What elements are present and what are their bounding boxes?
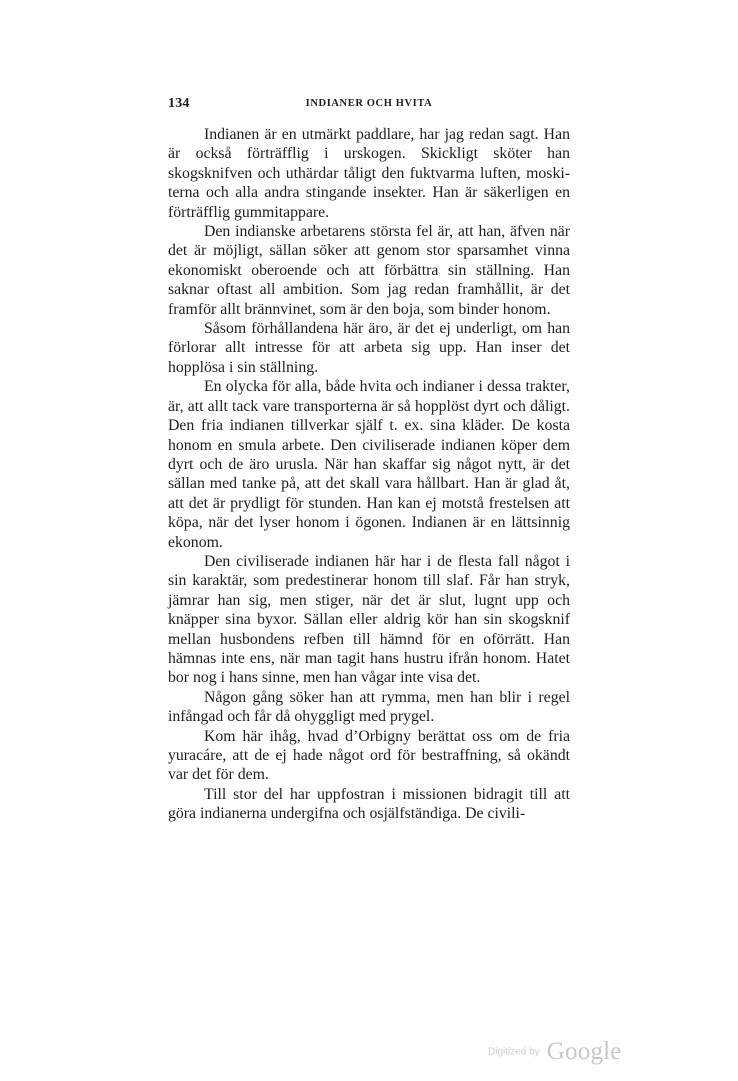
page-number: 134	[168, 96, 190, 111]
paragraph-8: Till stor del har uppfostran i missionen bidragit till att göra indianerna undergifna och osjälfständiga. De civili-	[168, 785, 570, 823]
paragraph-7: Kom här ihåg, hvad d’Orbigny berättat oss om de fria yuracáre, att de ej hade något ord för bestraffning, så okändt var det för dem.	[168, 727, 570, 784]
body-text	[168, 125, 570, 824]
paragraph-2: Den indianske arbetarens största fel är, att han, äfven när det är möjligt, sällan söker att genom stor sparsamhet vinna ekonomiskt oberoende och att förbättra sin ställning. Han saknar oftast all ambition. Som jag redan framhållit, är det framför allt brännvinet, som är den boja, som binder honom.	[168, 223, 570, 318]
running-title: INDIANER OCH HVITA	[305, 98, 433, 109]
paragraph-6: Någon gång söker han att rymma, men han blir i regel infångad och får då ohyggligt med prygel.	[168, 688, 570, 726]
paragraph-5: Den civiliserade indianen här har i de flesta fall något i sin karaktär, som predestinerar honom till slaf. Får han stryk, jämrar han sig, men stiger, när det är slut, lugnt upp och knäpper sina byxor. Sällan eller aldrig kör han sin skogsknif mellan husbondens refben till hämnd för en oförrätt. Han hämnas inte ens, när man tagit hans hustru ifrån honom. Hatet bor nog i hans sinne, men han vågar inte visa det.	[168, 552, 570, 687]
paragraph-1: Indianen är en utmärkt paddlare, har jag redan sagt. Han är också förträfflig i urskogen. Skickligt sköter han skogsknifven och uthärdar tåligt den fuktvarma luften, moskiterna och alla andra stingande insekter. Han är säkerligen en förträfflig gummitappare.	[168, 126, 570, 221]
page-header	[168, 96, 570, 116]
google-logo: Google	[546, 1038, 622, 1065]
paragraph-4: En olycka för alla, både hvita och indianer i dessa trakter, är, att allt tack vare transporterna är så hopplöst dyrt och dåligt. Den fria indianen tillverkar själf t. ex. sina kläder. De kosta honom en smula arbete. Den civiliserade indianen köper dem dyrt och de äro urusla. När han skaffar sig något nytt, är det sällan med tanke på, att det skall vara hållbart. Han är glad åt, att det är prydligt för stunden. Han kan ej motstå frestelsen att köpa, när det lyser honom i ögonen. Indianen är en lättsinnig ekonom.	[168, 378, 570, 551]
paragraph-3: Såsom förhållandena här äro, är det ej underligt, om han förlorar allt intresse för att arbeta sig upp. Han inser det hopplösa i sin ställning.	[168, 320, 570, 376]
digitized-label: Digitized by	[488, 1046, 540, 1058]
digitized-by-watermark	[488, 1038, 648, 1066]
